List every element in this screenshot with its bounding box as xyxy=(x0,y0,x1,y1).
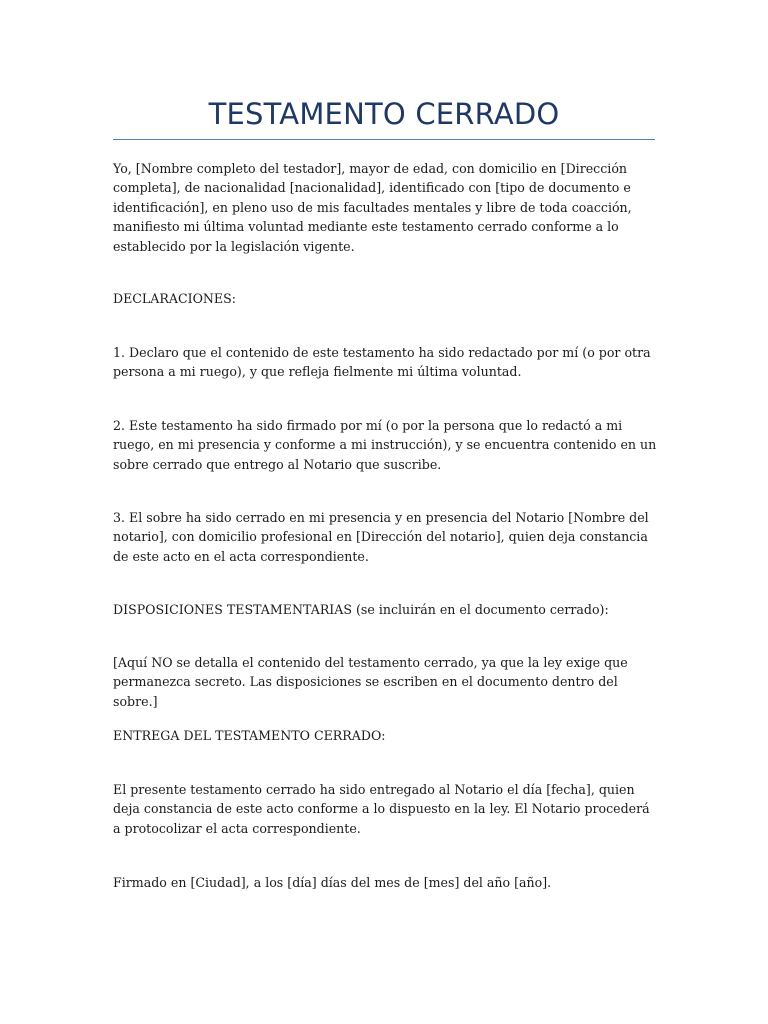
disposiciones-paragraph: [Aquí NO se detalla el contenido del testamento cerrado, ya que la ley exige que permanezca secreto. Las disposiciones se escriben en el documento dentro del sobre.] xyxy=(113,655,628,709)
firma-line: Firmado en [Ciudad], a los [día] días del mes de [mes] del año [año]. xyxy=(113,875,552,890)
declaracion-3-paragraph: 3. El sobre ha sido cerrado en mi presencia y en presencia del Notario [Nombre del notario], con domicilio profesional en [Dirección del notario], quien deja constancia de este acto en el acta correspondiente. xyxy=(113,510,649,564)
intro-paragraph: Yo, [Nombre completo del testador], mayor de edad, con domicilio en [Dirección completa], de nacionalidad [nacionalidad], identificado con [tipo de documento e identificación], en pleno uso de mis facultades mentales y libre de toda coacción, manifiesto mi última voluntad mediante este testamento cerrado conforme a lo establecido por la legislación vigente. xyxy=(113,161,632,254)
declaraciones-heading: DECLARACIONES: xyxy=(113,291,236,306)
disposiciones-heading: DISPOSICIONES TESTAMENTARIAS (se incluirán en el documento cerrado): xyxy=(113,602,609,617)
entrega-heading: ENTREGA DEL TESTAMENTO CERRADO: xyxy=(113,728,386,743)
title-underline xyxy=(113,139,655,140)
document-title: TESTAMENTO CERRADO xyxy=(208,97,560,131)
entrega-paragraph: El presente testamento cerrado ha sido entregado al Notario el día [fecha], quien deja constancia de este acto conforme a lo dispuesto en la ley. El Notario procederá a protocolizar el acta correspondiente. xyxy=(113,782,650,836)
declaracion-1-paragraph: 1. Declaro que el contenido de este testamento ha sido redactado por mí (o por otra persona a mi ruego), y que refleja fielmente mi última voluntad. xyxy=(113,345,651,380)
declaracion-2-paragraph: 2. Este testamento ha sido firmado por mí (o por la persona que lo redactó a mi ruego, en mi presencia y conforme a mi instrucción), y se encuentra contenido en un sobre cerrado que entrego al Notario que suscribe. xyxy=(113,418,657,472)
